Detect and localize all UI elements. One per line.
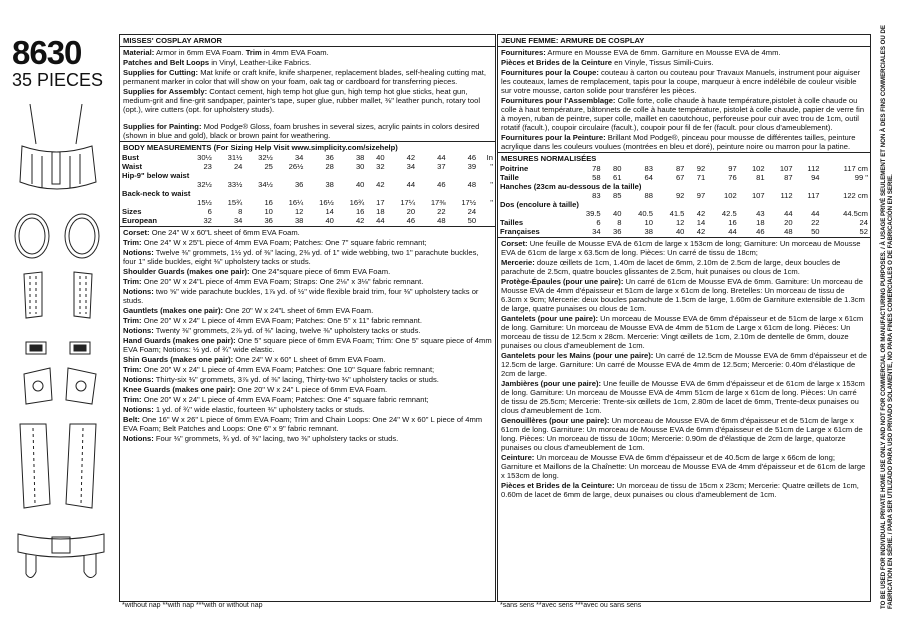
fr-materials: Fournitures: Armure en Mousse EVA de 6mm. Garniture en Mousse EVA de 4mm.: [501, 48, 781, 57]
table-row: Taille 58 61 64 67 71 76 81 87 94 99 ": [500, 173, 868, 182]
en-yardage-paragraph: Hand Guards (makes one pair): One 5" square piece of 6mm EVA Foam; Trim: One 5" square piece of 4mm EVA Foam; Notions: ½ yd. of ¾" wide elastic.: [123, 336, 492, 354]
en-footnote: *without nap **with nap ***with or without nap: [122, 602, 263, 609]
fr-yardage-body: [498, 239, 870, 499]
left-panel: [4, 4, 116, 615]
en-yardage-paragraph: Belt: One 16" W x 26" L piece of 6mm EVA Foam; Trim and Chain Loops: One 24" W x 60" L piece of 4mm EVA Foam; Belt Patches and Loops: One 6" x 9" fabric remnant.: [123, 415, 483, 433]
fr-yardage-paragraph: Protège-Épaules (pour une paire): Un carré de 61cm de Mousse EVA de 6mm. Garniture: Un morceau de Mousse EVA de 4mm d'épaisseur et 51cm de large x 61cm de long. Bretelles: Un morceau de tissu de 6.3cm x 9cm; Mercerie: deux boucles parachute de 1.5cm de large, 1.60m de Garniture extensible de 1.3cm de large, quatre punaises ou clous de 1cm.: [501, 277, 865, 313]
en-yardage-paragraph: Corset: One 24" W x 60"L sheet of 6mm EVA Foam.: [123, 228, 300, 237]
en-measurements-table: [120, 153, 495, 225]
fr-belt-pieces: Pièces et Brides de la Ceinture en Vinyle, Tissus Simili-Cuirs.: [501, 58, 714, 67]
en-supplies-painting: Supplies for Painting: Mod Podge® Gloss, foam brushes in several sizes, acrylic paints in colors desired (shown in blue and gold), black or brown paint for weathering.: [123, 122, 480, 140]
pieces-count: 35 PIECES: [12, 70, 104, 90]
en-yardage-paragraph: Notions: Twenty ⅜" grommets, 2⅞ yd. of ⅜" lacing, twelve ⅜" upholstery tacks or studs.: [123, 326, 421, 335]
table-row: 83 85 88 92 97 102 107 112 117 122 cm: [592, 191, 868, 200]
fr-supplies-assembly: Fournitures pour l'Assemblage: Colle forte, colle chaude à haute température,pistolet à colle chaude ou colle à haut température, bâtonnets de colle à haute température, pistolet à colle chaude, papier de verre fin à moyen, ruban de peintre, super colle, maillet en caoutchouc, perforeuse pour cuir avec trou de 1cm, outil rotatif (facult.), coupoir circulaire (facult.), coupoir pour fil de fer (facult. pour clous d'ameublement).: [501, 96, 865, 132]
fr-yardage-paragraph: Gantelets (pour une paire): Un morceau de Mousse EVA de 6mm d'épaisseur et de 51cm de large x 61cm de long. Garniture: Un morceau de Mousse EVA de 4mm de 51cm de Large x 61cm de long. Pièces: Un morceau de tissu de 12.5cm x 28cm. Mercerie: Vingt œillets de 1cm, 2.10m de dentelle de 6mm, douze punaises ou clous d'ameublement de 1cm.: [501, 314, 864, 350]
fr-supplies-painting: Fournitures pour la Peinture: Brillant Mod Podge®, pinceau pour mousse de différentes tailles, peinture acrylique dans les couleurs voulues (montrées en bleu et doré), peinture noire ou marron pour la patine.: [501, 133, 856, 151]
en-yardage-paragraph: Trim: One 24" W x 25"L piece of 4mm EVA Foam; Patches: One 7" square fabric remnant;: [123, 238, 427, 247]
en-yardage-paragraph: Trim: One 20" W x 24" L piece of 4mm EVA Foam; Patches: One 4" square fabric remnant;: [123, 395, 429, 404]
en-supplies-assembly: Supplies for Assembly: Contact cement, high temp hot glue gun, high temp hot glue sticks, heat gun, medium-grit and fine-grit sandpaper, painter's tape, super glue, rubber mallet, ⅜" leather punch, rotary tool (opt.), wire cutters (opt. for upholstery studs).: [123, 87, 481, 114]
table-row: Poitrine 78 80 83 87 92 97 102 107 112 117 cm: [500, 164, 868, 173]
en-yardage-paragraph: Notions: Twelve ⅜" grommets, 1½ yd. of ⅜" lacing, 2⅜ yd. of 1" wide webbing, two 1" parachute buckles, four 1" slide buckles, eight ⅜" upholstery tacks or studs.: [123, 248, 479, 266]
french-column: [497, 34, 871, 602]
fr-yardage-paragraph: Pièces et Brides de la Ceinture: Un morceau de tissu de 15cm x 23cm; Mercerie: Quatre œillets de 1cm, 0.60m de lacet de 6mm de large, deux punaises ou clous d'ameublement de 1cm.: [501, 481, 859, 499]
gauntlet-illustration-icon: [24, 272, 92, 318]
table-row: 15½ 15¾ 16 16¼ 16½ 16¾ 17 17¼ 17⅜ 17½ ": [197, 198, 493, 207]
belt-illustration-icon: [18, 534, 104, 578]
en-yardage-paragraph: Trim: One 20" W x 24" L piece of 4mm EVA Foam; Patches: One 10" Square fabric remnant;: [123, 365, 435, 374]
fr-measurements-title: MESURES NORMALISÉES: [501, 154, 597, 163]
fr-measurements-table: [498, 164, 870, 236]
knee-guard-illustration-icon: [24, 368, 96, 404]
en-yardage-paragraph: Notions: Thirty-six ⅜" grommets, 3⅞ yd. of ⅜" lacing, Thirty-two ⅜" upholstery tacks or studs.: [123, 375, 439, 384]
fr-yardage-paragraph: Ceinture: Un morceau de Mousse EVA de 6mm d'épaisseur et de 40.5cm de large x 66cm de long; Garniture et Maillons de la Chaînette: Un morceau de Mousse EVA de 4mm d'épaisseur et de 61cm de large x 153cm de long.: [501, 453, 866, 480]
fr-yardage-paragraph: Genouillères (pour une paire): Un morceau de Mousse EVA de 6mm d'épaisseur et de 51cm de large x 61cm de long. Garniture: Un morceau de Mousse EVA de 6mm d'épaisseur et de 51cm de Large x 61cm de long. Pièces: Un morceau de tissu de 10cm; Mercerie: 0.90m de d'élastique de 2cm de large, quatorze punaises ou clous d'ameublement de 1cm.: [501, 416, 863, 452]
en-yardage-paragraph: Shoulder Guards (makes one pair): One 24"square piece of 6mm EVA Foam.: [123, 267, 391, 276]
fr-yardage-paragraph: Gantelets pour les Mains (pour une paire): Un carré de 12.5cm de Mousse EVA de 6mm d'épaisseur et de 12.5cm de large. Garniture: Un carré de Mousse EVA de 4mm de 12.5cm; Mercerie: 0.40m d'élastique de 2cm de large.: [501, 351, 867, 378]
shoulder-guard-illustration-icon: [15, 214, 99, 258]
table-row: Bust 30½ 31½ 32½ 34 36 38 40 42 44 46 In: [122, 153, 493, 162]
english-column: [119, 34, 496, 602]
en-yardage-body: [120, 228, 495, 443]
en-yardage-paragraph: Shin Guards (makes one pair): One 24" W x 60" L sheet of 6mm EVA Foam.: [123, 355, 386, 364]
table-row: Dos (encolure à taille): [500, 200, 579, 209]
en-supplies-cutting: Supplies for Cutting: Mat knife or craft knife, knife sharpener, replacement blades, self-healing cutting mat, permanent marker in color that will show on your foam, oak tag or cardboard for transferring pieces.: [123, 68, 486, 86]
fr-title: JEUNE FEMME: ARMURE DE COSPLAY: [501, 36, 645, 45]
hand-guard-illustration-icon: [26, 342, 90, 354]
en-yardage-paragraph: Notions: Four ⅜" grommets, ¾ yd. of ⅜" lacing, two ⅜" upholstery tacks or studs.: [123, 434, 399, 443]
table-row: Back-neck to waist: [122, 189, 191, 198]
table-row: Françaises 34 36 38 40 42 44 46 48 50 52: [500, 227, 868, 236]
fr-yardage-paragraph: Mercerie: douze œillets de 1cm, 1.40m de lacet de 6mm, 2.10m de 2.5cm de large, deux boucles de parachute de 2.5cm, quatre boucles glissantes de 2.5cm, huit punaises ou clous de 1cm.: [501, 258, 841, 276]
en-yardage-paragraph: Trim: One 20" W x 24" L piece of 4mm EVA Foam; Patches: One 5" x 11" fabric remnant.: [123, 316, 422, 325]
fr-yardage-paragraph: Corset: Une feuille de Mousse EVA de 61cm de large x 153cm de long; Garniture: Un morceau de Mousse EVA de 61cm de large x 63.5cm de long. Pièces: Un carré de tissu de 18cm;: [501, 239, 861, 257]
en-measurements-title: BODY MEASUREMENTS (For Sizing Help Visit www.simplicity.com/sizehelp): [123, 143, 398, 152]
en-yardage-paragraph: Notions: two ⅝" wide parachute buckles, 1⅞ yd. of ½" wide flexible braid trim, four ⅜" upholstery tacks or studs.: [123, 287, 479, 305]
table-row: Hanches (23cm au-dessous de la taille): [500, 182, 642, 191]
en-yardage-paragraph: Notions: 1 yd. of ¾" wide elastic, fourteen ⅜" upholstery tacks or studs.: [123, 405, 365, 414]
fr-yardage-paragraph: Jambières (pour une paire): Une feuille de Mousse EVA de 6mm d'épaisseur et de 61cm de large x 153cm de long. Garniture: Un morceau de Mousse EVA de 4mm 51cm de large x 61cm de long. Pièces: Un carré de tissu de 25.5cm; Mercerie: Trente-six œillets de 1cm, 2.80m de lacet de 6mm, Trente-deux punaises ou clous d'ameublement de 1cm.: [501, 379, 865, 415]
side-legal-notice: [872, 4, 912, 615]
shin-guard-illustration-icon: [20, 424, 96, 508]
table-row: 39.5 40 40.5 41.5 42 42.5 43 44 44 44.5cm: [585, 209, 868, 218]
table-row: Tailles 6 8 10 12 14 16 18 20 22 24: [500, 218, 868, 227]
en-yardage-paragraph: Knee Guards (makes one pair): One 20" W x 24" L piece of 6mm EVA Foam.: [123, 385, 388, 394]
en-yardage-paragraph: Trim: One 20" W x 24"L piece of 4mm EVA Foam; Straps: One 2⅛" x 3⅛" fabric remnant.: [123, 277, 424, 286]
pattern-number: 8630: [12, 34, 82, 71]
table-row: Waist 23 24 25 26½ 28 30 32 34 37 39 ": [122, 162, 493, 171]
en-material: Material: Armor in 6mm EVA Foam. Trim in 4mm EVA Foam.: [123, 48, 329, 57]
armor-illustrations: [12, 104, 112, 604]
en-title: MISSES' COSPLAY ARMOR: [123, 36, 222, 45]
en-yardage-paragraph: Gauntlets (makes one pair): One 20" W x 24"L sheet of 6mm EVA Foam.: [123, 306, 374, 315]
fr-supplies-cutting: Fournitures pour la Coupe: couteau à carton ou couteau pour Travaux Manuels, instrument pour aiguiser les couteaux, lames de remplacement, tapis pour la coupe, marqueur à encre indélébile de couleur visible sur votre mousse, carton solide pour transférer les pièces.: [501, 68, 861, 95]
legal-notice-text: TO BE USED FOR INDIVIDUAL PRIVATE HOME USE ONLY AND NOT FOR COMMERCIAL OR MANUFACTURING PURPOSES. / À USAGE PRIVÉ SEULEMENT ET NON À DES FINS COMMERCIALES OU DE FABRICATION EN SÉRIE. / PARA SER UTILIZADO PARA USO PRIVADO SOLAMENTE, NO PARA FINES COMERCIALES O DE FABRICACIÓN EN SERIE.: [880, 25, 895, 609]
fr-footnote: *sans sens **avec sens ***avec ou sans sens: [500, 602, 642, 609]
table-row: Hip-9" below waist: [122, 171, 190, 180]
table-row: European 32 34 36 38 40 42 44 46 48 50: [122, 216, 477, 225]
corset-illustration-icon: [20, 104, 96, 189]
en-patches: Patches and Belt Loops in Vinyl, Leather-Like Fabrics.: [123, 58, 312, 67]
table-row: Sizes 6 8 10 12 14 16 18 20 22 24: [122, 207, 477, 216]
table-row: 32½ 33½ 34½ 36 38 40 42 44 46 48 ": [197, 180, 493, 189]
